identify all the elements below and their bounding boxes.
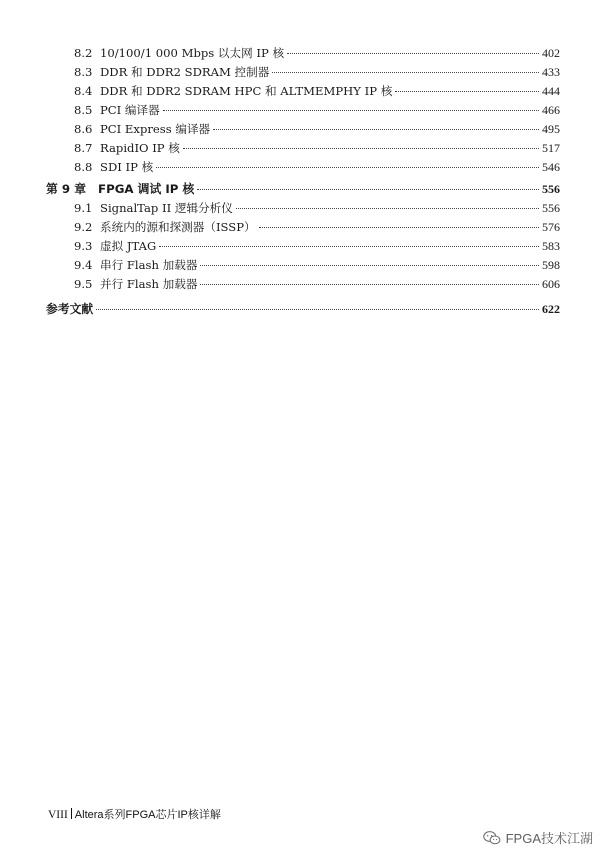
toc-entry[interactable] <box>46 275 560 294</box>
toc-entry-title: DDR 和 DDR2 SDRAM HPC 和 ALTMEMPHY IP 核 <box>100 84 393 98</box>
toc-entry-page: 444 <box>542 84 560 98</box>
toc-entry-page: 433 <box>542 65 560 79</box>
toc-entry-number: 9.4 <box>74 258 93 272</box>
toc-entry-number: 9.2 <box>74 220 93 234</box>
watermark <box>483 828 593 847</box>
dot-leader <box>96 309 539 310</box>
dot-leader <box>197 189 539 190</box>
toc-entry-number: 8.7 <box>74 141 93 155</box>
toc-entry[interactable] <box>46 218 560 237</box>
toc-chapter-9[interactable] <box>46 180 560 199</box>
toc-entry-page: 402 <box>542 46 560 60</box>
toc-entry-title: PCI 编译器 <box>100 103 160 117</box>
toc-entry-title: 并行 Flash 加载器 <box>100 277 198 291</box>
toc-entry-number: 8.4 <box>74 84 93 98</box>
watermark-text: FPGA技术江湖 <box>505 831 593 846</box>
toc-entry-title: DDR 和 DDR2 SDRAM 控制器 <box>100 65 270 79</box>
toc-entry[interactable] <box>46 120 560 139</box>
toc-entry-number: 8.2 <box>74 46 93 60</box>
dot-leader <box>259 227 539 228</box>
toc-entry-page: 583 <box>542 239 560 253</box>
toc-entry-page: 576 <box>542 220 560 234</box>
toc-entry[interactable] <box>46 82 560 101</box>
dot-leader <box>200 284 539 285</box>
table-of-contents <box>46 44 560 319</box>
toc-entry-title: 串行 Flash 加载器 <box>100 258 198 272</box>
chapter-title: FPGA 调试 IP 核 <box>98 182 195 196</box>
book-title: Altera系列FPGA芯片IP核详解 <box>74 809 221 821</box>
toc-entry[interactable] <box>46 44 560 63</box>
dot-leader <box>156 167 539 168</box>
toc-entry-title: 10/100/1 000 Mbps 以太网 IP 核 <box>100 46 285 60</box>
dot-leader <box>159 246 539 247</box>
toc-entry-page: 495 <box>542 122 560 136</box>
references-title: 参考文献 <box>46 302 94 316</box>
toc-entry-number: 9.3 <box>74 239 93 253</box>
toc-entry-title: 虚拟 JTAG <box>100 239 157 253</box>
toc-entry[interactable] <box>46 158 560 177</box>
toc-entry-title: 系统内的源和探测器（ISSP） <box>100 220 256 234</box>
references-page: 622 <box>542 302 560 316</box>
toc-entry-title: PCI Express 编译器 <box>100 122 211 136</box>
dot-leader <box>395 91 539 92</box>
wechat-icon <box>483 830 501 846</box>
dot-leader <box>272 72 539 73</box>
toc-entry[interactable] <box>46 256 560 275</box>
toc-entry[interactable] <box>46 139 560 158</box>
toc-entry-number: 9.1 <box>74 201 93 215</box>
page-number-roman: VIII <box>48 809 68 821</box>
dot-leader <box>163 110 539 111</box>
dot-leader <box>287 53 539 54</box>
toc-entry-number: 8.6 <box>74 122 93 136</box>
toc-entry-page: 556 <box>542 201 560 215</box>
toc-entry-page: 546 <box>542 160 560 174</box>
toc-entry-title: RapidIO IP 核 <box>100 141 180 155</box>
dot-leader <box>213 129 539 130</box>
toc-entry[interactable] <box>46 101 560 120</box>
toc-entry-number: 8.3 <box>74 65 93 79</box>
toc-entry[interactable] <box>46 63 560 82</box>
chapter-page: 556 <box>542 182 560 196</box>
toc-entry-number: 8.5 <box>74 103 93 117</box>
page-footer <box>48 806 221 822</box>
toc-entry-number: 8.8 <box>74 160 93 174</box>
toc-entry-page: 598 <box>542 258 560 272</box>
chapter-number: 第 9 章 <box>46 182 87 196</box>
footer-divider <box>71 808 72 819</box>
toc-entry[interactable] <box>46 237 560 256</box>
toc-entry-page: 606 <box>542 277 560 291</box>
dot-leader <box>183 148 539 149</box>
dot-leader <box>236 208 539 209</box>
toc-references[interactable] <box>46 300 560 319</box>
toc-entry-number: 9.5 <box>74 277 93 291</box>
toc-entry[interactable] <box>46 199 560 218</box>
toc-entry-title: SignalTap II 逻辑分析仪 <box>100 201 233 215</box>
dot-leader <box>200 265 539 266</box>
toc-entry-page: 466 <box>542 103 560 117</box>
toc-entry-title: SDI IP 核 <box>100 160 154 174</box>
toc-entry-page: 517 <box>542 141 560 155</box>
